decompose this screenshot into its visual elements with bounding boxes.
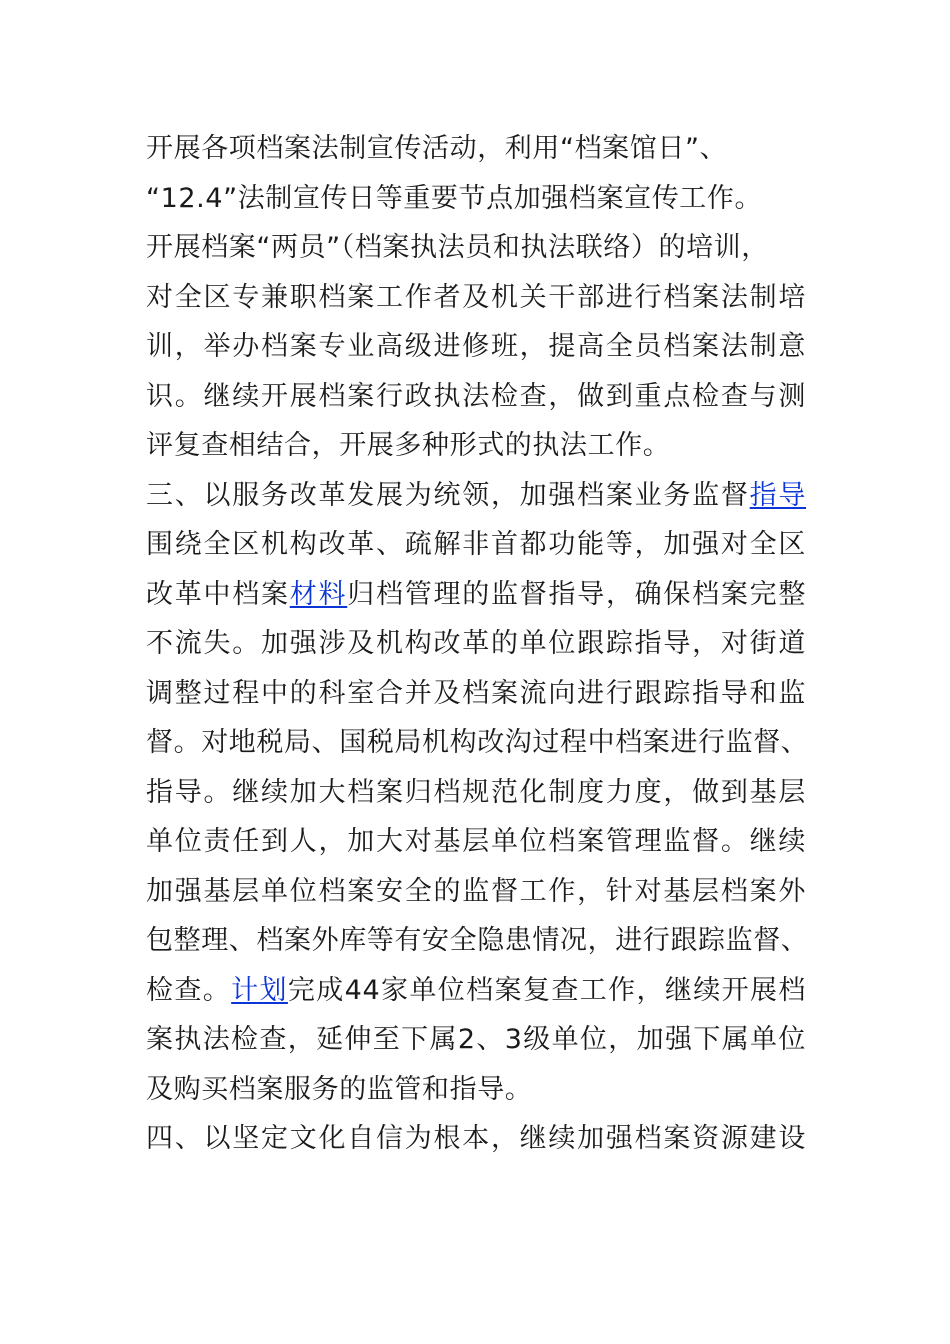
line-text: 开展各项档案法制宣传活动，利用“档案馆日”、 bbox=[146, 133, 728, 164]
text-line bbox=[146, 520, 806, 570]
line-text: 三、以服务改革发展为统领，加强档案业务监督 bbox=[146, 479, 750, 511]
inline-link[interactable]: 计划 bbox=[231, 974, 288, 1006]
line-text: 案执法检查，延伸至下属2、3级单位，加强下属单位 bbox=[146, 1024, 806, 1055]
line-text: 不流失。加强涉及机构改革的单位跟踪指导，对街道 bbox=[146, 628, 806, 659]
line-text: 单位责任到人，加大对基层单位档案管理监督。继续 bbox=[146, 826, 806, 857]
line-text: “12.4”法制宣传日等重要节点加强档案宣传工作。 bbox=[146, 182, 763, 214]
text-line bbox=[146, 1065, 806, 1115]
text-line bbox=[146, 718, 809, 768]
line-text: 包整理、档案外库等有安全隐患情况，进行跟踪监督、 bbox=[146, 925, 809, 956]
text-line bbox=[146, 669, 806, 719]
inline-link[interactable]: 材料 bbox=[289, 578, 348, 610]
text-line bbox=[146, 471, 806, 521]
line-text: 对全区专兼职档案工作者及机关干部进行档案法制培 bbox=[146, 281, 806, 313]
line-text: 调整过程中的科室合并及档案流向进行跟踪指导和监 bbox=[146, 677, 806, 709]
text-line bbox=[146, 570, 806, 620]
line-text-after-link: 归档管理的监督指导，确保档案完整 bbox=[347, 578, 807, 610]
text-line bbox=[146, 966, 806, 1016]
text-line bbox=[146, 372, 806, 422]
line-text: 加强基层单位档案安全的监督工作，针对基层档案外 bbox=[146, 875, 806, 907]
text-line bbox=[146, 322, 806, 372]
line-text: 检查。 bbox=[146, 974, 232, 1006]
text-line bbox=[146, 768, 806, 818]
line-text: 督。对地税局、国税局机构改沟过程中档案进行监督、 bbox=[146, 727, 809, 758]
line-text: 四、以坚定文化自信为根本，继续加强档案资源建设 bbox=[146, 1123, 806, 1154]
text-line bbox=[146, 124, 806, 174]
line-text: 评复查相结合，开展多种形式的执法工作。 bbox=[146, 430, 671, 461]
line-text: 识。继续开展档案行政执法检查，做到重点检查与测 bbox=[146, 380, 806, 412]
text-line bbox=[146, 817, 806, 867]
text-line bbox=[146, 867, 806, 917]
line-text-after-link: 完成44家单位档案复查工作，继续开展档 bbox=[287, 974, 806, 1006]
text-line bbox=[146, 273, 806, 323]
document-body bbox=[146, 124, 809, 1164]
line-text: 指导。继续加大档案归档规范化制度力度，做到基层 bbox=[146, 776, 806, 808]
line-text: 改革中档案 bbox=[146, 578, 290, 610]
line-text: 开展档案“两员”（档案执法员和执法联络）的培训， bbox=[146, 232, 769, 263]
text-line bbox=[146, 619, 806, 669]
text-line bbox=[146, 223, 806, 273]
text-line bbox=[146, 916, 809, 966]
text-line bbox=[146, 1015, 806, 1065]
text-line bbox=[146, 421, 806, 471]
text-line bbox=[146, 1114, 806, 1164]
text-line bbox=[146, 174, 806, 224]
line-text: 训，举办档案专业高级进修班，提高全员档案法制意 bbox=[146, 331, 806, 362]
line-text: 围绕全区机构改革、疏解非首都功能等，加强对全区 bbox=[146, 529, 806, 560]
inline-link[interactable]: 指导 bbox=[749, 479, 807, 511]
line-text: 及购买档案服务的监管和指导。 bbox=[146, 1073, 533, 1105]
